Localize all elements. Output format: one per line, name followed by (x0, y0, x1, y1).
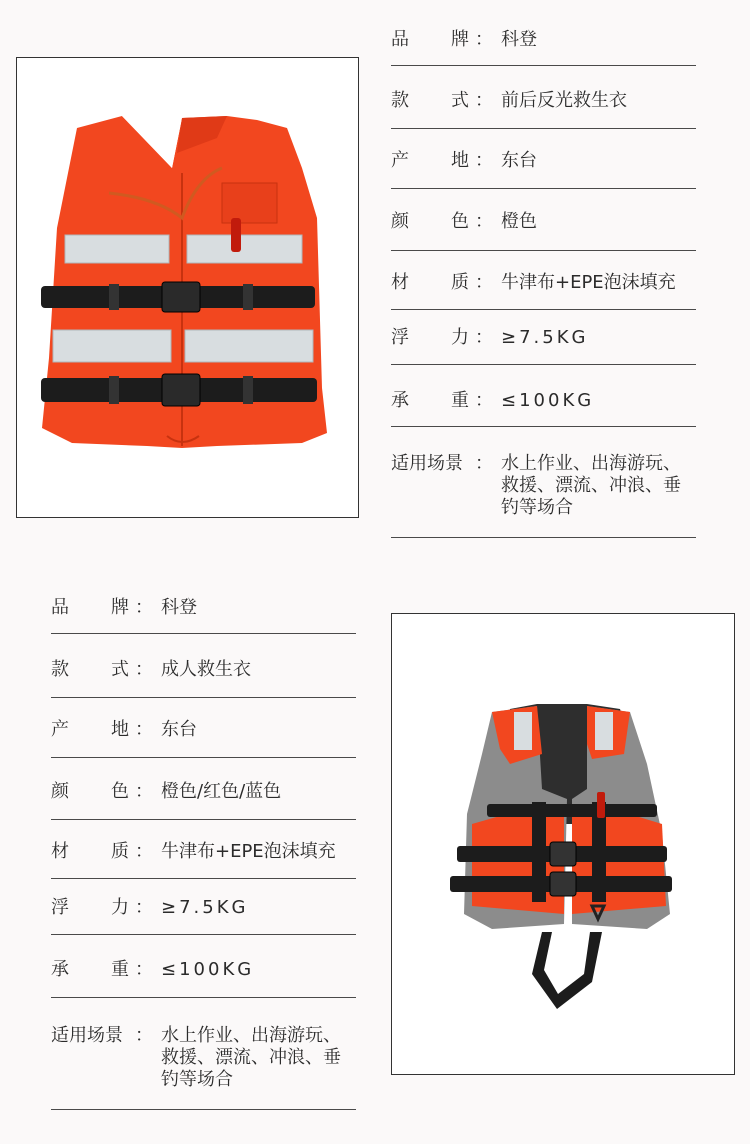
spec-value: ≤100KG (501, 390, 595, 411)
spec-value: 水上作业、出海游玩、救援、漂流、冲浪、垂钓等场合 (161, 1025, 341, 1090)
product-1-image-frame (16, 57, 359, 518)
spec-row: 承 重 ： ≤100KG (51, 935, 356, 998)
spec-value: ≤100KG (161, 959, 255, 980)
spec-row: 款 式 ： 前后反光救生衣 (391, 66, 696, 129)
spec-row: 承 重 ： ≤100KG (391, 365, 696, 427)
product-1-spec-table (391, 0, 696, 538)
spec-value: 牛津布+EPE泡沫填充 (501, 272, 676, 293)
spec-row: 款 式 ： 成人救生衣 (51, 634, 356, 698)
spec-row: 材 质 ： 牛津布+EPE泡沫填充 (391, 251, 696, 310)
spec-row: 浮 力 ： ≥7.5KG (51, 879, 356, 935)
spec-row: 适用场景 ： 水上作业、出海游玩、救援、漂流、冲浪、垂钓等场合 (51, 998, 356, 1110)
spec-value: 橙色 (501, 211, 537, 232)
spec-value: 科登 (501, 29, 537, 50)
spec-value: 科登 (161, 597, 197, 618)
spec-value: ≥7.5KG (501, 327, 589, 348)
spec-row: 颜 色 ： 橙色 (391, 189, 696, 251)
spec-row: 浮 力 ： ≥7.5KG (391, 310, 696, 365)
spec-value: 东台 (501, 150, 537, 171)
spec-value: ≥7.5KG (161, 897, 249, 918)
spec-value: 橙色/红色/蓝色 (161, 781, 282, 802)
product-2-image-frame (391, 613, 735, 1075)
product-2-spec-table (51, 572, 356, 1110)
spec-row: 适用场景 ： 水上作业、出海游玩、救援、漂流、冲浪、垂钓等场合 (391, 427, 696, 538)
spec-row: 品 牌 ： 科登 (391, 0, 696, 66)
spec-row: 产 地 ： 东台 (51, 698, 356, 758)
orange-reflective-vest-image (17, 58, 358, 517)
adult-life-vest-image (392, 614, 734, 1074)
spec-value: 前后反光救生衣 (501, 90, 627, 111)
spec-value: 成人救生衣 (161, 659, 251, 680)
spec-value: 牛津布+EPE泡沫填充 (161, 841, 336, 862)
spec-value: 水上作业、出海游玩、救援、漂流、冲浪、垂钓等场合 (501, 453, 681, 518)
spec-row: 颜 色 ： 橙色/红色/蓝色 (51, 758, 356, 820)
spec-row: 材 质 ： 牛津布+EPE泡沫填充 (51, 820, 356, 879)
spec-row: 品 牌 ： 科登 (51, 572, 356, 634)
spec-value: 东台 (161, 719, 197, 740)
spec-row: 产 地 ： 东台 (391, 129, 696, 189)
